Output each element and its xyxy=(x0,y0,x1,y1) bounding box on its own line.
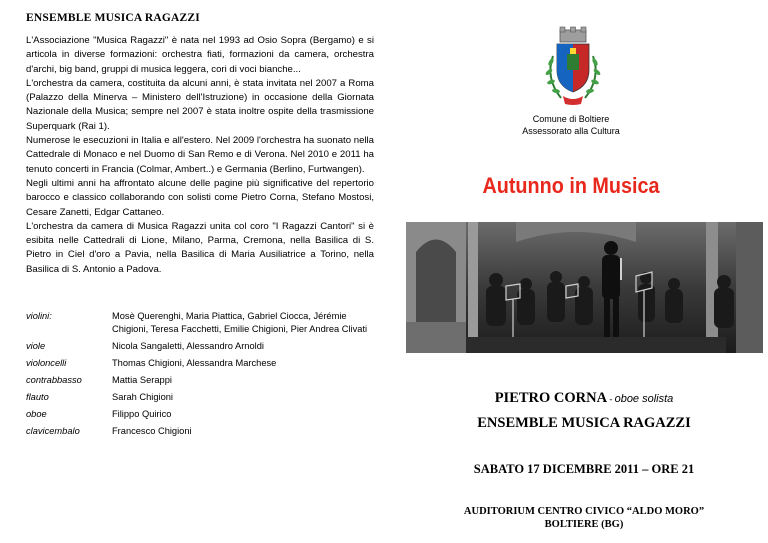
roster-role: contrabbasso xyxy=(26,375,82,385)
paragraph-repertoire: Negli ultimi anni ha affrontato alcune delle pagine più significative del repertorio barocco e classico collaborando con solisti come Pietro Corna, Stefano Mostosi, Cesare Zanetti, Edgar Cattaneo. xyxy=(26,177,374,218)
soloist-role: oboe solista xyxy=(614,393,674,405)
roster-row xyxy=(26,340,376,353)
musician-roster xyxy=(26,310,376,442)
roster-role: oboe xyxy=(26,409,47,419)
roster-role: violini: xyxy=(26,311,52,321)
roster-row xyxy=(26,374,376,387)
paragraph-performances: Numerose le esecuzioni in Italia e all'estero. Nel 2009 l'orchestra ha suonato nella Cattedrale di Monaco e nel Duomo di San Remo e di Verona. Nel 2010 e 2011 ha tenuto concerti in Francia (Colmar, Ambert..) e Germania (Berlino, Furtwangen). xyxy=(26,135,374,175)
roster-names: Mattia Serappi xyxy=(112,375,172,385)
event-date: SABATO 17 DICEMBRE 2011 – ORE 21 xyxy=(473,462,695,476)
comune-caption xyxy=(400,113,742,137)
comune-name: Comune di Boltiere xyxy=(532,114,610,124)
paragraph-founding: L'Associazione "Musica Ragazzi" è nata nel 1993 ad Osio Sopra (Bergamo) e si articola in diverse formazioni: orchestra fiati, formazioni da camera, orchestra d'archi, big band, gruppi di musica leggera, cori di voci bianche... xyxy=(26,35,374,75)
ensemble-name: ENSEMBLE MUSICA RAGAZZI xyxy=(477,415,691,431)
roster-names: Mosè Querenghi, Maria Piattica, Gabriel Ciocca, Jérémie Chigioni, Teresa Facchetti, Emilie Chigioni, Pier Andrea Clivati xyxy=(112,311,368,334)
ensemble-heading: ENSEMBLE MUSICA RAGAZZI xyxy=(26,12,200,24)
roster-role: flauto xyxy=(26,392,49,402)
soloist-line xyxy=(400,390,768,407)
orchestra-photo xyxy=(406,222,763,353)
roster-names: Sarah Chigioni xyxy=(112,392,173,402)
roster-row xyxy=(26,391,376,404)
paragraph-choir: L'orchestra da camera di Musica Ragazzi unita col coro "I Ragazzi Cantori" si è esibita nelle Cattedrali di Lione, Milano, Parma, Cremona, nella Basilica di S. Pietro in Ciel d'oro a Pavia, nella Basilica di Maria Ausiliatrice a Torino, nella Basilica di S. Antonio a Padova. xyxy=(26,220,374,275)
soloist-name: PIETRO CORNA xyxy=(494,390,608,406)
roster-names: Francesco Chigioni xyxy=(112,426,192,436)
roster-row xyxy=(26,408,376,421)
assessorato-name: Assessorato alla Cultura xyxy=(522,126,620,136)
soloist-separator: - xyxy=(607,394,615,404)
roster-names: Thomas Chigioni, Alessandra Marchese xyxy=(112,358,277,368)
left-column xyxy=(26,12,374,277)
venue-name: AUDITORIUM CENTRO CIVICO “ALDO MORO” xyxy=(463,506,705,517)
event-venue xyxy=(400,505,768,531)
municipal-crest-icon xyxy=(543,26,603,108)
roster-row xyxy=(26,357,376,370)
roster-row xyxy=(26,310,376,336)
roster-row xyxy=(26,425,376,438)
paragraph-chamber-orchestra: L'orchestra da camera, costituita da alcuni anni, è stata invitata nel 2007 a Roma (Palazzo della Minerva – Ministero dell'Istruzione) in occasione della Giornata Nazionale della Musica; sempre nel 2007 è stata inoltre ospite della trasmissione Superquark (Rai 1). xyxy=(26,77,374,132)
roster-role: violoncelli xyxy=(26,358,67,368)
venue-town: BOLTIERE (BG) xyxy=(544,519,624,530)
event-title: Autunno in Musica xyxy=(482,173,660,198)
roster-role: clavicembalo xyxy=(26,426,80,436)
roster-names: Nicola Sangaletti, Alessandro Arnoldi xyxy=(112,341,264,351)
right-column xyxy=(400,0,768,543)
roster-names: Filippo Quirico xyxy=(112,409,172,419)
roster-role: viole xyxy=(26,341,46,351)
